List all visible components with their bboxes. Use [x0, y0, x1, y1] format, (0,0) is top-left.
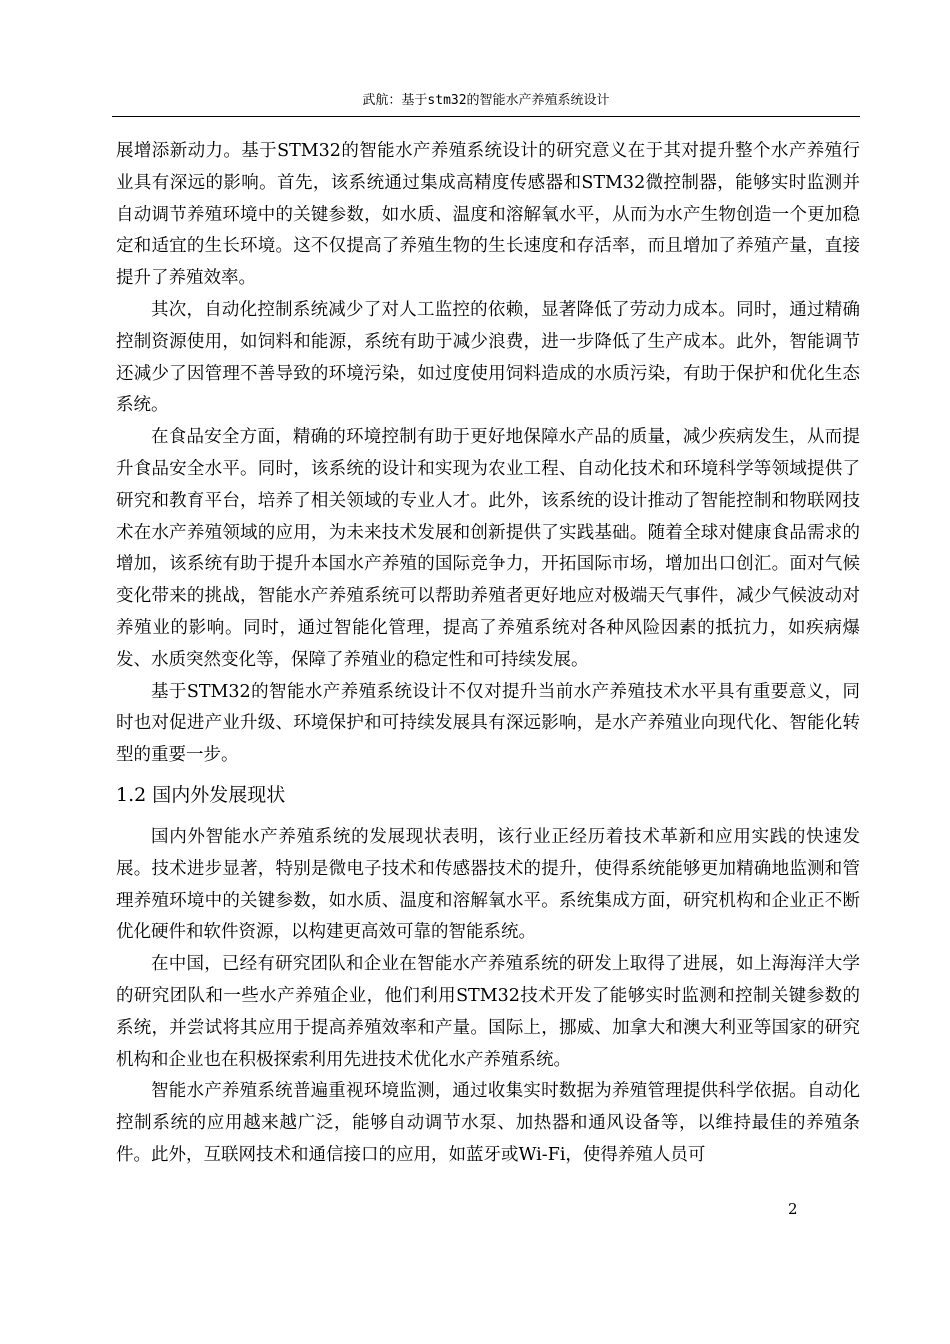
- paragraph: 其次，自动化控制系统减少了对人工监控的依赖，显著降低了劳动力成本。同时，通过精确控制资源使用，如饲料和能源，系统有助于减少浪费，进一步降低了生产成本。此外，智能调节还减少了因管理不善导致的环境污染，如过度使用饲料造成的水质污染，有助于保护和优化生态系统。: [116, 299, 860, 416]
- header-divider: [112, 116, 860, 117]
- paragraph: 展增添新动力。基于STM32的智能水产养殖系统设计的研究意义在于其对提升整个水产养殖行业具有深远的影响。首先，该系统通过集成高精度传感器和STM32微控制器，能够实时监测并自动调节养殖环境中的关键参数，如水质、温度和溶解氧水平，从而为水产生物创造一个更加稳定和适宜的生长环境。这不仅提高了养殖生物的生长速度和存活率，而且增加了养殖产量，直接提升了养殖效率。: [116, 141, 860, 289]
- running-header: 武航：基于stm32的智能水产养殖系统设计: [362, 93, 610, 108]
- body-text: [116, 136, 860, 1172]
- paragraph: 智能水产养殖系统普遍重视环境监测，通过收集实时数据为养殖管理提供科学依据。自动化控制系统的应用越来越广泛，能够自动调节水泵、加热器和通风设备等，以维持最佳的养殖条件。此外，互联网技术和通信接口的应用，如蓝牙或Wi-Fi，使得养殖人员可: [116, 1081, 860, 1165]
- paragraph: 在中国，已经有研究团队和企业在智能水产养殖系统的研发上取得了进展，如上海海洋大学的研究团队和一些水产养殖企业，他们利用STM32技术开发了能够实时监测和控制关键参数的系统，并尝试将其应用于提高养殖效率和产量。国际上，挪威、加拿大和澳大利亚等国家的研究机构和企业也在积极探索利用先进技术优化水产养殖系统。: [116, 954, 860, 1070]
- paragraph: 基于STM32的智能水产养殖系统设计不仅对提升当前水产养殖技术水平具有重要意义，同时也对促进产业升级、环境保护和可持续发展具有深远影响，是水产养殖业向现代化、智能化转型的重要一步。: [116, 681, 860, 766]
- page-number: 2: [788, 1200, 798, 1218]
- section-heading: 1.2 国内外发展现状: [116, 783, 286, 806]
- paragraph: 国内外智能水产养殖系统的发展现状表明，该行业正经历着技术革新和应用实践的快速发展。技术进步显著，特别是微电子技术和传感器技术的提升，使得系统能够更加精确地监测和管理养殖环境中的关键参数，如水质、温度和溶解氧水平。系统集成方面，研究机构和企业正不断优化硬件和软件资源，以构建更高效可靠的智能系统。: [116, 826, 860, 943]
- paragraph: 在食品安全方面，精确的环境控制有助于更好地保障水产品的质量，减少疾病发生，从而提升食品安全水平。同时，该系统的设计和实现为农业工程、自动化技术和环境科学等领域提供了研究和教育平台，培养了相关领域的专业人才。此外，该系统的设计推动了智能控制和物联网技术在水产养殖领域的应用，为未来技术发展和创新提供了实践基础。随着全球对健康食品需求的增加，该系统有助于提升本国水产养殖的国际竞争力，开拓国际市场，增加出口创汇。面对气候变化带来的挑战，智能水产养殖系统可以帮助养殖者更好地应对极端天气事件，减少气候波动对养殖业的影响。同时，通过智能化管理，提高了养殖系统对各种风险因素的抵抗力，如疾病爆发、水质突然变化等，保障了养殖业的稳定性和可持续发展。: [116, 427, 860, 670]
